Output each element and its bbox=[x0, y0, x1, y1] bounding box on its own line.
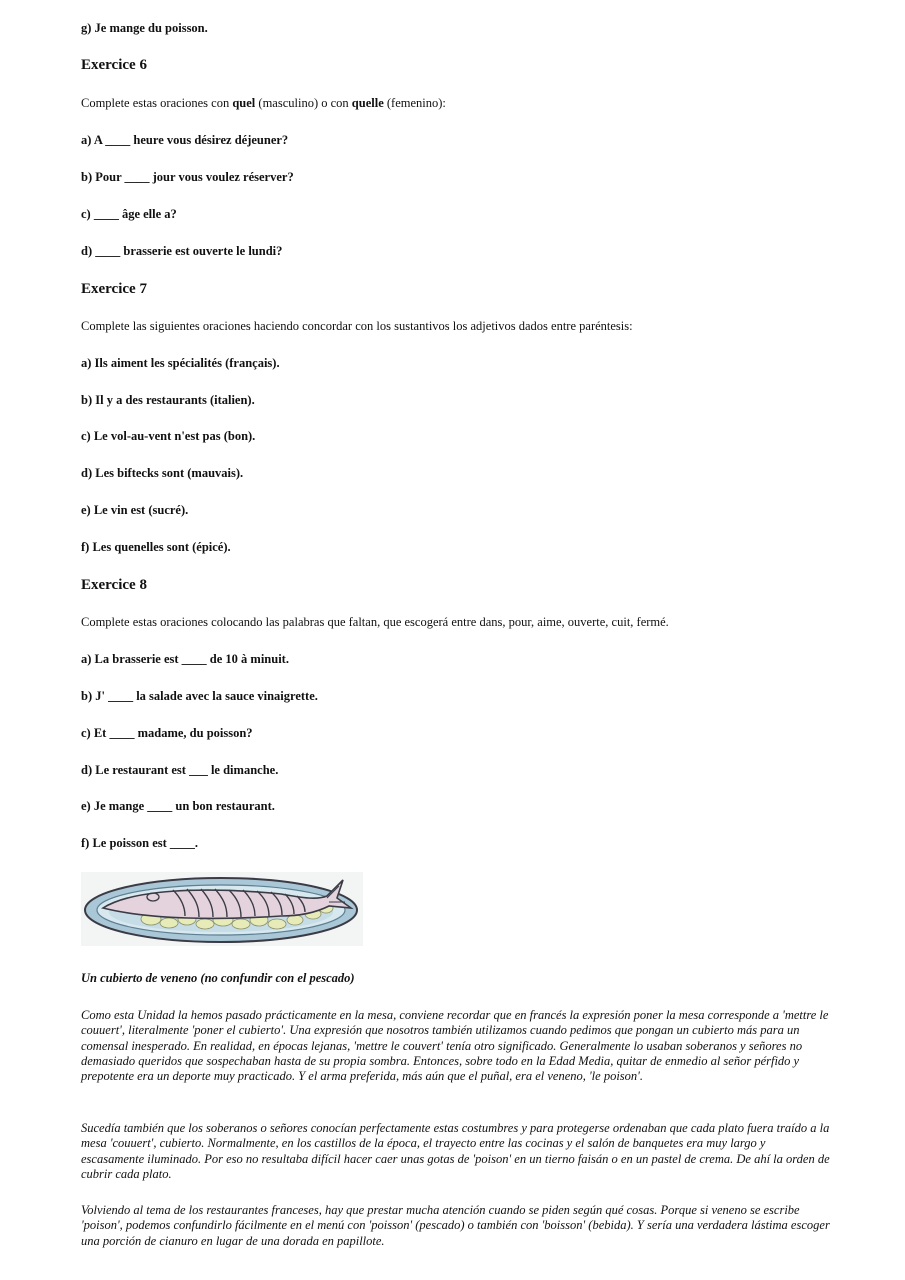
exercise8-instruction: Complete estas oraciones colocando las palabras que faltan, que escogerá entre dans, pour, aime, ouverte, cuit, fermé. bbox=[81, 615, 669, 629]
exercise8-item-f: f) Le poisson est ____. bbox=[81, 836, 199, 850]
instruction-text: (femenino): bbox=[383, 96, 446, 110]
instruction-text: (masculino) o con bbox=[255, 96, 352, 110]
exercise7-item-a: a) Ils aiment les spécialités (français). bbox=[81, 356, 280, 370]
exercise8-item-e: e) Je mange ____ un bon restaurant. bbox=[81, 799, 275, 813]
note-paragraph-1: Como esta Unidad la hemos pasado prácticamente en la mesa, conviene recordar que en francés la expresión poner la mesa corresponde a 'mettre le couuert', literalmente 'poner el cubierto'. Una expresión que nosotros también utilizamos cuando pedimos que pongan un cubierto más para un comensal inesperado. En realidad, en épocas lejanas, 'mettre le couvert' tenía otro significado. Generalmente lo usaban soberanos y señores no demasiado queridos que sospechaban hasta de su propia sombra. Entonces, sobre todo en la Edad Media, quitar de enmedio al señor pérfido y prepotente era un deporte muy practicado. Y el arma preferida, más aún que el puñal, era el veneno, 'le poison'. bbox=[81, 1008, 829, 1084]
exercise8-item-c: c) Et ____ madame, du poisson? bbox=[81, 726, 253, 740]
exercise8-item-a: a) La brasserie est ____ de 10 à minuit. bbox=[81, 652, 289, 666]
exercise7-item-d: d) Les biftecks sont (mauvais). bbox=[81, 466, 244, 480]
exercise6-item-d: d) ____ brasserie est ouverte le lundi? bbox=[81, 244, 283, 258]
fish-on-plate-illustration bbox=[81, 872, 363, 946]
fish-icon bbox=[81, 872, 363, 946]
exercise7-item-c: c) Le vol-au-vent n'est pas (bon). bbox=[81, 429, 256, 443]
exercise7-heading: Exercice 7 bbox=[81, 281, 147, 297]
note-title: Un cubierto de veneno (no confundir con el pescado) bbox=[81, 971, 355, 985]
exercise8-item-b: b) J' ____ la salade avec la sauce vinaigrette. bbox=[81, 689, 318, 703]
note-paragraph-3: Volviendo al tema de los restaurantes franceses, hay que prestar mucha atención cuando se piden según qué cosas. Porque si veneno se escribe 'poison', podemos confundirlo fácilmente en el menú con 'poisson' (pescado) o también con 'boisson' (bebida). Y sería una verdadera lástima escoger una porción de cianuro en lugar de una dorada en papillote. bbox=[81, 1203, 830, 1248]
keyword-quel: quel bbox=[232, 96, 256, 110]
exercise6-item-a: a) A ____ heure vous désirez déjeuner? bbox=[81, 133, 289, 147]
exercise7-item-b: b) Il y a des restaurants (italien). bbox=[81, 393, 255, 407]
exercise6-instruction bbox=[81, 96, 446, 111]
exercise6-heading: Exercice 6 bbox=[81, 57, 147, 73]
exercise8-item-d: d) Le restaurant est ___ le dimanche. bbox=[81, 763, 279, 777]
exercise6-item-c: c) ____ âge elle a? bbox=[81, 207, 177, 221]
keyword-quelle: quelle bbox=[351, 96, 384, 110]
exercise6-item-b: b) Pour ____ jour vous voulez réserver? bbox=[81, 170, 294, 184]
exercise5-item-g: g) Je mange du poisson. bbox=[81, 21, 208, 35]
exercise7-item-f: f) Les quenelles sont (épicé). bbox=[81, 540, 231, 554]
instruction-text: Complete estas oraciones con bbox=[81, 96, 233, 110]
exercise8-heading: Exercice 8 bbox=[81, 577, 147, 593]
note-paragraph-2: Sucedía también que los soberanos o señores conocían perfectamente estas costumbres y para protegerse ordenaban que cada plato fuera traído a la mesa 'couuert', cubierto. Normalmente, en los castillos de la época, el trayecto entre las cocinas y el salón de banquetes era muy largo y escasamente iluminado. Por eso no resultaba difícil hacer caer unas gotas de 'poison' en un tierno faisán o en un pastel de crema. De ahí la orden de cubrir cada plato. bbox=[81, 1121, 830, 1181]
exercise7-item-e: e) Le vin est (sucré). bbox=[81, 503, 189, 517]
exercise7-instruction: Complete las siguientes oraciones haciendo concordar con los sustantivos los adjetivos dados entre paréntesis: bbox=[81, 319, 633, 333]
